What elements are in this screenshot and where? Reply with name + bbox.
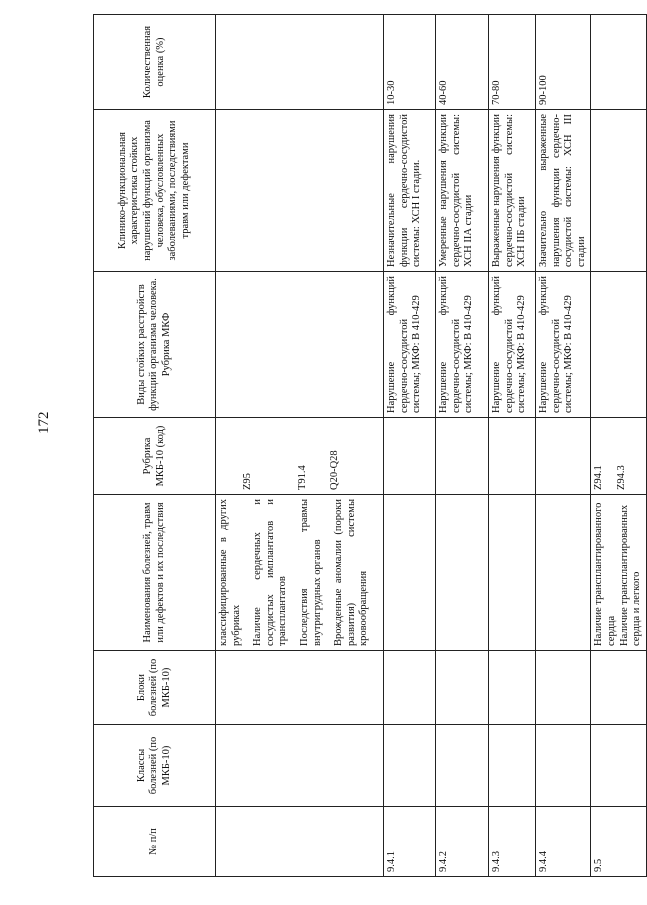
cell-empty — [216, 807, 384, 877]
table-row — [489, 15, 536, 877]
disease-name: Наличие трансплантированного сердца — [593, 502, 617, 646]
icd-code: Z94.1 — [593, 465, 605, 490]
icd-code: Z95 — [242, 473, 253, 490]
cell-empty — [384, 495, 436, 651]
header-disorder-types: Виды стойких расстройств функций организма человека. Рубрика МКФ — [94, 272, 216, 418]
cell-empty — [591, 110, 646, 272]
cell-disease-names — [216, 495, 384, 651]
cell-empty — [489, 495, 536, 651]
cell-empty — [591, 651, 646, 725]
table-row — [536, 15, 591, 877]
quantitative-score: 10-30 — [384, 15, 436, 110]
cell-empty — [384, 651, 436, 725]
header-disease-blocks: Блоки болезней (по МКБ-10) — [94, 651, 216, 725]
header-disease-classes: Классы болезней (по МКБ-10) — [94, 725, 216, 807]
cell-disease-names — [591, 495, 646, 651]
cell-empty — [216, 651, 384, 725]
disease-name: Наличие трансплантированных сердца и легкого — [618, 504, 643, 646]
disability-criteria-table — [93, 14, 647, 877]
disorder-type: Нарушение функций сердечно-сосудистой системы; МКФ: B 410-429 — [536, 272, 591, 418]
cell-empty — [436, 651, 489, 725]
cell-empty — [216, 15, 384, 110]
cell-empty — [536, 725, 591, 807]
cell-empty — [436, 725, 489, 807]
cell-icd-codes — [591, 418, 646, 495]
icd-code: Q20-Q28 — [329, 450, 341, 490]
header-quantitative-score: Количественная оценка (%) — [94, 15, 216, 110]
cell-empty — [436, 495, 489, 651]
quantitative-score: 40-60 — [436, 15, 489, 110]
disease-name: Врожденные аномалии (пороки развития) системы кровообращения — [333, 499, 370, 646]
rotated-table-wrapper — [93, 15, 643, 877]
cell-empty — [216, 725, 384, 807]
cell-empty — [489, 651, 536, 725]
clinical-characteristic: Умеренные нарушения функции сердечно-сосудистой системы: ХСН IIА стадии — [436, 110, 489, 272]
cell-empty — [489, 418, 536, 495]
table-row — [436, 15, 489, 877]
page-number: 172 — [36, 411, 52, 434]
cell-empty — [536, 651, 591, 725]
header-num: № п/п — [94, 807, 216, 877]
quantitative-score: 90-100 — [536, 15, 591, 110]
clinical-characteristic: Выраженные нарушения функции сердечно-сосудистой системы: ХСН IIБ стадии — [489, 110, 536, 272]
row-number: 9.4.2 — [436, 807, 489, 877]
disorder-type: Нарушение функций сердечно-сосудистой системы; МКФ: B 410-429 — [436, 272, 489, 418]
icd-code: T91.4 — [296, 465, 308, 490]
cell-empty — [536, 418, 591, 495]
cell-empty — [384, 725, 436, 807]
table-row — [384, 15, 436, 877]
icd-code: Z94.3 — [615, 465, 627, 490]
header-clinical-characteristic: Клинико-функциональная характеристика стойких нарушений функций организма человека, обусловленных заболеваниями, последствиями травм или дефектами — [94, 110, 216, 272]
cell-empty — [489, 725, 536, 807]
row-number: 9.4.4 — [536, 807, 591, 877]
cell-empty — [591, 725, 646, 807]
cell-icd-codes — [216, 418, 384, 495]
quantitative-score: 70-80 — [489, 15, 536, 110]
cell-empty — [591, 15, 646, 110]
disease-name: Наличие сердечных и сосудистых имплантатов и трансплантатов — [252, 499, 289, 646]
cell-empty — [436, 418, 489, 495]
clinical-characteristic: Незначительные нарушения функции сердечно-сосудистой системы: ХСН I стадии. — [384, 110, 436, 272]
cell-empty — [216, 272, 384, 418]
header-disease-names: Наименования болезней, травм или дефектов и их последствия — [94, 495, 216, 651]
row-number: 9.4.3 — [489, 807, 536, 877]
clinical-characteristic: Значительно выраженные нарушения функции сердечно-сосудистой системы: ХСН III стадии — [536, 110, 591, 272]
cell-empty — [536, 495, 591, 651]
header-icd-code: Рубрика МКБ-10 (код) — [94, 418, 216, 495]
table-row — [591, 15, 646, 877]
cell-empty — [384, 418, 436, 495]
disorder-type: Нарушение функций сердечно-сосудистой системы; МКФ: B 410-429 — [489, 272, 536, 418]
cell-empty — [591, 272, 646, 418]
disease-name: Последствия травмы внутригрудных органов — [298, 499, 323, 646]
header-row — [94, 15, 216, 877]
row-number: 9.5 — [591, 807, 646, 877]
row-number: 9.4.1 — [384, 807, 436, 877]
disease-name: классифицированные в других рубриках — [218, 499, 242, 646]
cell-empty — [216, 110, 384, 272]
disorder-type: Нарушение функций сердечно-сосудистой системы; МКФ: B 410-429 — [384, 272, 436, 418]
continuation-row — [216, 15, 384, 877]
